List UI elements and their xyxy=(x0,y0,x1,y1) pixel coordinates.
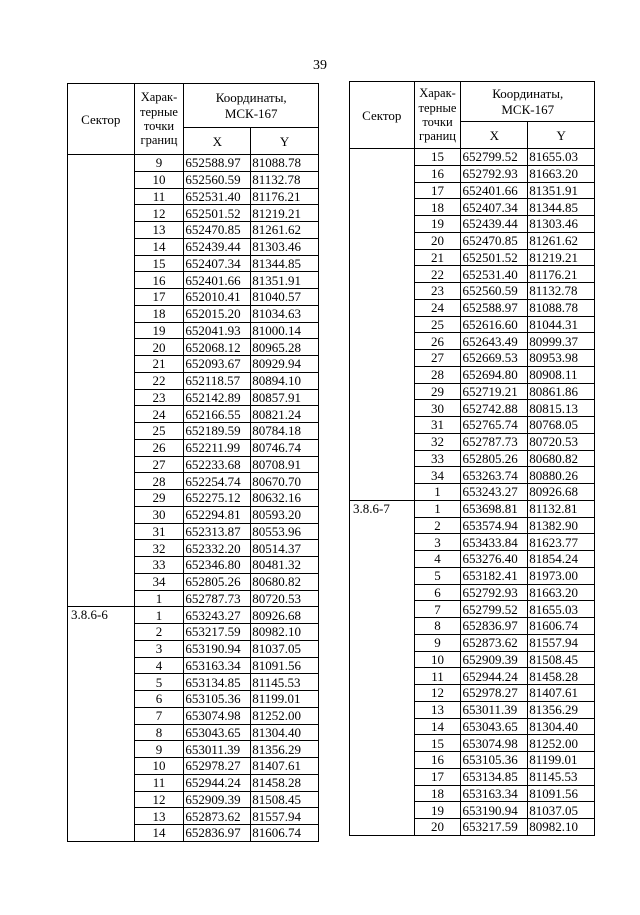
point-number-cell: 20 xyxy=(134,339,184,356)
header-y: Y xyxy=(528,122,595,149)
y-coordinate-cell: 81000.14 xyxy=(251,322,319,339)
point-number-cell: 26 xyxy=(414,333,461,350)
y-coordinate-cell: 80708.91 xyxy=(251,456,319,473)
y-coordinate-cell: 80815.13 xyxy=(528,400,595,417)
header-sector: Сектор xyxy=(68,84,135,155)
y-coordinate-cell: 81199.01 xyxy=(251,691,319,708)
y-coordinate-cell: 80784.18 xyxy=(251,423,319,440)
x-coordinate-cell: 652531.40 xyxy=(184,188,251,205)
point-number-cell: 16 xyxy=(414,752,461,769)
point-number-cell: 10 xyxy=(134,171,184,188)
y-coordinate-cell: 80670.70 xyxy=(251,473,319,490)
point-number-cell: 8 xyxy=(414,618,461,635)
x-coordinate-cell: 652439.44 xyxy=(184,238,251,255)
x-coordinate-cell: 653074.98 xyxy=(184,707,251,724)
y-coordinate-cell: 81304.40 xyxy=(251,724,319,741)
y-coordinate-cell: 81091.56 xyxy=(251,657,319,674)
y-coordinate-cell: 80894.10 xyxy=(251,372,319,389)
x-coordinate-cell: 652346.80 xyxy=(184,557,251,574)
x-coordinate-cell: 652501.52 xyxy=(461,249,528,266)
point-number-cell: 11 xyxy=(134,774,184,791)
y-coordinate-cell: 81037.05 xyxy=(528,802,595,819)
x-coordinate-cell: 652616.60 xyxy=(461,316,528,333)
y-coordinate-cell: 81623.77 xyxy=(528,534,595,551)
x-coordinate-cell: 652799.52 xyxy=(461,601,528,618)
x-coordinate-cell: 652407.34 xyxy=(461,199,528,216)
y-coordinate-cell: 81088.78 xyxy=(251,155,319,172)
x-coordinate-cell: 652836.97 xyxy=(184,825,251,842)
x-coordinate-cell: 652068.12 xyxy=(184,339,251,356)
y-coordinate-cell: 80908.11 xyxy=(528,366,595,383)
x-coordinate-cell: 653074.98 xyxy=(461,735,528,752)
table-row xyxy=(350,149,595,166)
point-number-cell: 21 xyxy=(134,356,184,373)
x-coordinate-cell: 653276.40 xyxy=(461,551,528,568)
x-coordinate-cell: 652805.26 xyxy=(184,573,251,590)
y-coordinate-cell: 81132.81 xyxy=(528,500,595,517)
y-coordinate-cell: 81508.45 xyxy=(528,651,595,668)
y-coordinate-cell: 80680.82 xyxy=(528,450,595,467)
x-coordinate-cell: 652531.40 xyxy=(461,266,528,283)
y-coordinate-cell: 80680.82 xyxy=(251,573,319,590)
y-coordinate-cell: 81854.24 xyxy=(528,551,595,568)
y-coordinate-cell: 81351.91 xyxy=(528,182,595,199)
y-coordinate-cell: 80514.37 xyxy=(251,540,319,557)
x-coordinate-cell: 652189.59 xyxy=(184,423,251,440)
y-coordinate-cell: 81176.21 xyxy=(528,266,595,283)
x-coordinate-cell: 652313.87 xyxy=(184,523,251,540)
sector-cell: 3.8.6-7 xyxy=(350,500,415,835)
table-row xyxy=(68,155,319,172)
y-coordinate-cell: 81663.20 xyxy=(528,165,595,182)
point-number-cell: 4 xyxy=(414,551,461,568)
x-coordinate-cell: 653011.39 xyxy=(184,741,251,758)
point-number-cell: 34 xyxy=(414,467,461,484)
point-number-cell: 6 xyxy=(134,691,184,708)
x-coordinate-cell: 653134.85 xyxy=(461,768,528,785)
y-coordinate-cell: 80553.96 xyxy=(251,523,319,540)
point-number-cell: 33 xyxy=(414,450,461,467)
x-coordinate-cell: 653243.27 xyxy=(461,484,528,501)
x-coordinate-cell: 653163.34 xyxy=(461,785,528,802)
point-number-cell: 19 xyxy=(414,802,461,819)
point-number-cell: 30 xyxy=(134,506,184,523)
x-coordinate-cell: 653182.41 xyxy=(461,567,528,584)
y-coordinate-cell: 80481.32 xyxy=(251,557,319,574)
x-coordinate-cell: 652944.24 xyxy=(461,668,528,685)
x-coordinate-cell: 652211.99 xyxy=(184,439,251,456)
point-number-cell: 16 xyxy=(414,165,461,182)
point-number-cell: 21 xyxy=(414,249,461,266)
point-number-cell: 7 xyxy=(414,601,461,618)
point-number-cell: 22 xyxy=(134,372,184,389)
x-coordinate-cell: 652233.68 xyxy=(184,456,251,473)
point-number-cell: 13 xyxy=(134,222,184,239)
point-number-cell: 17 xyxy=(414,768,461,785)
sector-cell: 3.8.6-6 xyxy=(68,607,135,842)
point-number-cell: 14 xyxy=(414,718,461,735)
x-coordinate-cell: 652401.66 xyxy=(184,272,251,289)
point-number-cell: 20 xyxy=(414,232,461,249)
point-number-cell: 19 xyxy=(414,216,461,233)
y-coordinate-cell: 80720.53 xyxy=(528,433,595,450)
header-x: X xyxy=(184,128,251,155)
y-coordinate-cell: 81606.74 xyxy=(251,825,319,842)
point-number-cell: 28 xyxy=(414,366,461,383)
page-number: 39 xyxy=(313,58,327,73)
sector-cell xyxy=(68,155,135,607)
y-coordinate-cell: 81356.29 xyxy=(528,701,595,718)
x-coordinate-cell: 652015.20 xyxy=(184,305,251,322)
x-coordinate-cell: 653698.81 xyxy=(461,500,528,517)
y-coordinate-cell: 81663.20 xyxy=(528,584,595,601)
y-coordinate-cell: 80768.05 xyxy=(528,417,595,434)
y-coordinate-cell: 81351.91 xyxy=(251,272,319,289)
x-coordinate-cell: 652041.93 xyxy=(184,322,251,339)
x-coordinate-cell: 652805.26 xyxy=(461,450,528,467)
x-coordinate-cell: 652799.52 xyxy=(461,149,528,166)
y-coordinate-cell: 80999.37 xyxy=(528,333,595,350)
x-coordinate-cell: 652787.73 xyxy=(184,590,251,607)
y-coordinate-cell: 81304.40 xyxy=(528,718,595,735)
x-coordinate-cell: 653163.34 xyxy=(184,657,251,674)
x-coordinate-cell: 653190.94 xyxy=(184,640,251,657)
point-number-cell: 31 xyxy=(414,417,461,434)
point-number-cell: 12 xyxy=(134,791,184,808)
point-number-cell: 24 xyxy=(134,406,184,423)
point-number-cell: 29 xyxy=(134,490,184,507)
x-coordinate-cell: 652909.39 xyxy=(184,791,251,808)
point-number-cell: 10 xyxy=(414,651,461,668)
point-number-cell: 10 xyxy=(134,758,184,775)
x-coordinate-cell: 652836.97 xyxy=(461,618,528,635)
x-coordinate-cell: 652742.88 xyxy=(461,400,528,417)
x-coordinate-cell: 652765.74 xyxy=(461,417,528,434)
point-number-cell: 32 xyxy=(414,433,461,450)
point-number-cell: 15 xyxy=(134,255,184,272)
point-number-cell: 15 xyxy=(414,149,461,166)
x-coordinate-cell: 652909.39 xyxy=(461,651,528,668)
x-coordinate-cell: 652873.62 xyxy=(184,808,251,825)
y-coordinate-cell: 80982.10 xyxy=(251,624,319,641)
y-coordinate-cell: 80965.28 xyxy=(251,339,319,356)
y-coordinate-cell: 81252.00 xyxy=(528,735,595,752)
y-coordinate-cell: 80953.98 xyxy=(528,350,595,367)
y-coordinate-cell: 80861.86 xyxy=(528,383,595,400)
x-coordinate-cell: 652873.62 xyxy=(461,634,528,651)
y-coordinate-cell: 81606.74 xyxy=(528,618,595,635)
point-number-cell: 32 xyxy=(134,540,184,557)
y-coordinate-cell: 81219.21 xyxy=(528,249,595,266)
x-coordinate-cell: 652118.57 xyxy=(184,372,251,389)
point-number-cell: 13 xyxy=(414,701,461,718)
x-coordinate-cell: 652669.53 xyxy=(461,350,528,367)
y-coordinate-cell: 80926.68 xyxy=(251,607,319,624)
y-coordinate-cell: 81407.61 xyxy=(528,685,595,702)
point-number-cell: 1 xyxy=(134,607,184,624)
y-coordinate-cell: 81145.53 xyxy=(251,674,319,691)
y-coordinate-cell: 80821.24 xyxy=(251,406,319,423)
x-coordinate-cell: 652944.24 xyxy=(184,774,251,791)
x-coordinate-cell: 652694.80 xyxy=(461,366,528,383)
x-coordinate-cell: 652560.59 xyxy=(461,283,528,300)
y-coordinate-cell: 81132.78 xyxy=(528,283,595,300)
x-coordinate-cell: 652792.93 xyxy=(461,165,528,182)
y-coordinate-cell: 80929.94 xyxy=(251,356,319,373)
y-coordinate-cell: 81145.53 xyxy=(528,768,595,785)
x-coordinate-cell: 652332.20 xyxy=(184,540,251,557)
point-number-cell: 26 xyxy=(134,439,184,456)
coordinates-table-left xyxy=(67,83,319,842)
y-coordinate-cell: 81973.00 xyxy=(528,567,595,584)
point-number-cell: 12 xyxy=(414,685,461,702)
point-number-cell: 12 xyxy=(134,205,184,222)
point-number-cell: 23 xyxy=(414,283,461,300)
table-row xyxy=(68,607,319,624)
point-number-cell: 1 xyxy=(414,500,461,517)
x-coordinate-cell: 652401.66 xyxy=(461,182,528,199)
x-coordinate-cell: 652978.27 xyxy=(461,685,528,702)
y-coordinate-cell: 81508.45 xyxy=(251,791,319,808)
header-points: Харак- терные точки границ xyxy=(414,82,461,149)
x-coordinate-cell: 652588.97 xyxy=(461,299,528,316)
point-number-cell: 15 xyxy=(414,735,461,752)
point-number-cell: 2 xyxy=(134,624,184,641)
point-number-cell: 14 xyxy=(134,238,184,255)
point-number-cell: 9 xyxy=(414,634,461,651)
point-number-cell: 1 xyxy=(134,590,184,607)
x-coordinate-cell: 652588.97 xyxy=(184,155,251,172)
x-coordinate-cell: 652719.21 xyxy=(461,383,528,400)
y-coordinate-cell: 81303.46 xyxy=(251,238,319,255)
y-coordinate-cell: 81557.94 xyxy=(528,634,595,651)
point-number-cell: 6 xyxy=(414,584,461,601)
header-x: X xyxy=(461,122,528,149)
point-number-cell: 18 xyxy=(134,305,184,322)
x-coordinate-cell: 652978.27 xyxy=(184,758,251,775)
point-number-cell: 11 xyxy=(134,188,184,205)
point-number-cell: 16 xyxy=(134,272,184,289)
table-row xyxy=(350,500,595,517)
point-number-cell: 25 xyxy=(414,316,461,333)
y-coordinate-cell: 81199.01 xyxy=(528,752,595,769)
y-coordinate-cell: 81344.85 xyxy=(251,255,319,272)
point-number-cell: 14 xyxy=(134,825,184,842)
y-coordinate-cell: 81219.21 xyxy=(251,205,319,222)
x-coordinate-cell: 652792.93 xyxy=(461,584,528,601)
x-coordinate-cell: 653105.36 xyxy=(184,691,251,708)
y-coordinate-cell: 81261.62 xyxy=(528,232,595,249)
y-coordinate-cell: 80720.53 xyxy=(251,590,319,607)
point-number-cell: 31 xyxy=(134,523,184,540)
point-number-cell: 8 xyxy=(134,724,184,741)
x-coordinate-cell: 652294.81 xyxy=(184,506,251,523)
point-number-cell: 9 xyxy=(134,741,184,758)
point-number-cell: 27 xyxy=(134,456,184,473)
y-coordinate-cell: 81252.00 xyxy=(251,707,319,724)
point-number-cell: 23 xyxy=(134,389,184,406)
point-number-cell: 24 xyxy=(414,299,461,316)
y-coordinate-cell: 81132.78 xyxy=(251,171,319,188)
point-number-cell: 2 xyxy=(414,517,461,534)
header-sector: Сектор xyxy=(350,82,415,149)
y-coordinate-cell: 80982.10 xyxy=(528,819,595,836)
x-coordinate-cell: 653011.39 xyxy=(461,701,528,718)
header-coordinates: Координаты, МСК-167 xyxy=(184,84,319,128)
y-coordinate-cell: 80926.68 xyxy=(528,484,595,501)
header-y: Y xyxy=(251,128,319,155)
x-coordinate-cell: 653433.84 xyxy=(461,534,528,551)
y-coordinate-cell: 81655.03 xyxy=(528,149,595,166)
point-number-cell: 17 xyxy=(134,289,184,306)
point-number-cell: 3 xyxy=(414,534,461,551)
y-coordinate-cell: 81458.28 xyxy=(528,668,595,685)
point-number-cell: 22 xyxy=(414,266,461,283)
point-number-cell: 28 xyxy=(134,473,184,490)
x-coordinate-cell: 652166.55 xyxy=(184,406,251,423)
x-coordinate-cell: 653263.74 xyxy=(461,467,528,484)
y-coordinate-cell: 81037.05 xyxy=(251,640,319,657)
point-number-cell: 11 xyxy=(414,668,461,685)
y-coordinate-cell: 80857.91 xyxy=(251,389,319,406)
point-number-cell: 27 xyxy=(414,350,461,367)
y-coordinate-cell: 81044.31 xyxy=(528,316,595,333)
y-coordinate-cell: 81407.61 xyxy=(251,758,319,775)
point-number-cell: 3 xyxy=(134,640,184,657)
y-coordinate-cell: 81091.56 xyxy=(528,785,595,802)
y-coordinate-cell: 80880.26 xyxy=(528,467,595,484)
x-coordinate-cell: 652787.73 xyxy=(461,433,528,450)
x-coordinate-cell: 653043.65 xyxy=(461,718,528,735)
y-coordinate-cell: 81088.78 xyxy=(528,299,595,316)
point-number-cell: 29 xyxy=(414,383,461,400)
x-coordinate-cell: 652470.85 xyxy=(461,232,528,249)
y-coordinate-cell: 81034.63 xyxy=(251,305,319,322)
point-number-cell: 1 xyxy=(414,484,461,501)
x-coordinate-cell: 652010.41 xyxy=(184,289,251,306)
header-coordinates: Координаты, МСК-167 xyxy=(461,82,595,122)
x-coordinate-cell: 652501.52 xyxy=(184,205,251,222)
point-number-cell: 7 xyxy=(134,707,184,724)
x-coordinate-cell: 653043.65 xyxy=(184,724,251,741)
y-coordinate-cell: 81557.94 xyxy=(251,808,319,825)
x-coordinate-cell: 652275.12 xyxy=(184,490,251,507)
x-coordinate-cell: 652254.74 xyxy=(184,473,251,490)
y-coordinate-cell: 80746.74 xyxy=(251,439,319,456)
point-number-cell: 4 xyxy=(134,657,184,674)
header-points: Харак- терные точки границ xyxy=(134,84,184,155)
point-number-cell: 30 xyxy=(414,400,461,417)
x-coordinate-cell: 653217.59 xyxy=(184,624,251,641)
point-number-cell: 18 xyxy=(414,199,461,216)
x-coordinate-cell: 652470.85 xyxy=(184,222,251,239)
x-coordinate-cell: 652142.89 xyxy=(184,389,251,406)
y-coordinate-cell: 81458.28 xyxy=(251,774,319,791)
x-coordinate-cell: 653574.94 xyxy=(461,517,528,534)
x-coordinate-cell: 653217.59 xyxy=(461,819,528,836)
y-coordinate-cell: 81356.29 xyxy=(251,741,319,758)
y-coordinate-cell: 80593.20 xyxy=(251,506,319,523)
point-number-cell: 5 xyxy=(134,674,184,691)
x-coordinate-cell: 652560.59 xyxy=(184,171,251,188)
x-coordinate-cell: 652643.49 xyxy=(461,333,528,350)
point-number-cell: 20 xyxy=(414,819,461,836)
y-coordinate-cell: 81655.03 xyxy=(528,601,595,618)
y-coordinate-cell: 81261.62 xyxy=(251,222,319,239)
x-coordinate-cell: 653190.94 xyxy=(461,802,528,819)
x-coordinate-cell: 652093.67 xyxy=(184,356,251,373)
x-coordinate-cell: 653134.85 xyxy=(184,674,251,691)
y-coordinate-cell: 81303.46 xyxy=(528,216,595,233)
point-number-cell: 9 xyxy=(134,155,184,172)
sector-cell xyxy=(350,149,415,501)
point-number-cell: 33 xyxy=(134,557,184,574)
y-coordinate-cell: 80632.16 xyxy=(251,490,319,507)
coordinates-table-right xyxy=(349,81,595,836)
x-coordinate-cell: 653105.36 xyxy=(461,752,528,769)
point-number-cell: 19 xyxy=(134,322,184,339)
point-number-cell: 25 xyxy=(134,423,184,440)
y-coordinate-cell: 81344.85 xyxy=(528,199,595,216)
y-coordinate-cell: 81040.57 xyxy=(251,289,319,306)
y-coordinate-cell: 81176.21 xyxy=(251,188,319,205)
point-number-cell: 34 xyxy=(134,573,184,590)
x-coordinate-cell: 652439.44 xyxy=(461,216,528,233)
y-coordinate-cell: 81382.90 xyxy=(528,517,595,534)
point-number-cell: 18 xyxy=(414,785,461,802)
x-coordinate-cell: 653243.27 xyxy=(184,607,251,624)
point-number-cell: 17 xyxy=(414,182,461,199)
x-coordinate-cell: 652407.34 xyxy=(184,255,251,272)
point-number-cell: 5 xyxy=(414,567,461,584)
point-number-cell: 13 xyxy=(134,808,184,825)
